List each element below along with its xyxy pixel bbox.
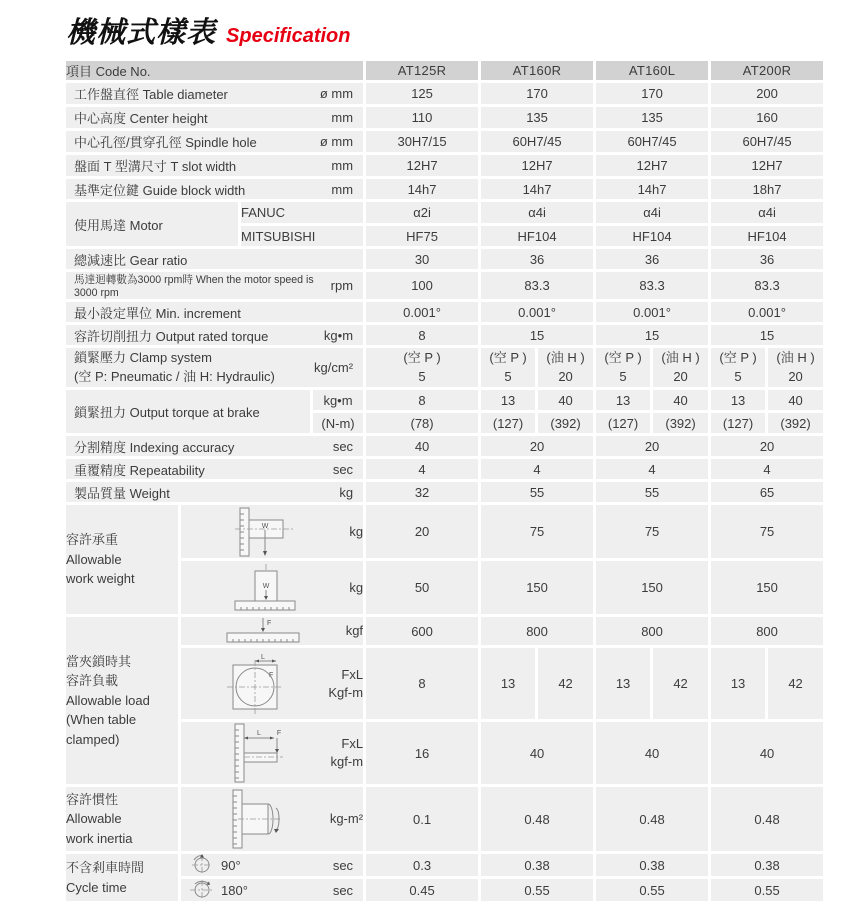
value-cell: 55	[480, 481, 595, 504]
value-cell-clamp-p: (空 P ) 5	[595, 347, 652, 389]
value-cell: (392)	[767, 412, 825, 435]
value-cell: 42	[537, 647, 595, 721]
value-cell: 0.48	[710, 786, 825, 853]
value-cell-clamp-h: (油 H ) 20	[652, 347, 710, 389]
work-weight-vertical-diagram-cell	[180, 560, 365, 616]
label-allowable-load: 當夾鎖時其 容許負載 Allowable load (When table clamped)	[65, 616, 180, 786]
row-motor-speed	[65, 271, 825, 301]
column-header-item: 項目 Code No.	[65, 60, 365, 82]
label-motor-speed: 馬達迴轉數為3000 rpm時 When the motor speed is 3000 rpm rpm	[65, 271, 365, 301]
unit-label: mm	[331, 181, 354, 197]
row-spindle-hole	[65, 130, 825, 154]
unit-label: FxL kgf-m	[330, 736, 364, 769]
value-cell: 4	[595, 458, 710, 481]
value-cell: 13	[595, 647, 652, 721]
unit-label: kg•m	[312, 389, 365, 412]
value-cell: 170	[480, 82, 595, 106]
value-cell: 42	[767, 647, 825, 721]
angle-label: 180°	[221, 882, 248, 898]
row-weight	[65, 481, 825, 504]
value-cell: 75	[710, 504, 825, 560]
value-cell: 110	[365, 106, 480, 130]
unit-label: kg	[349, 579, 364, 595]
value-cell: 800	[595, 616, 710, 647]
value-cell: 20	[480, 435, 595, 458]
table-vertical-work-diagram	[233, 563, 297, 613]
value-cell: (127)	[480, 412, 537, 435]
value-cell: 8	[365, 389, 480, 412]
value-cell: 40	[767, 389, 825, 412]
value-cell-clamp-p: (空 P ) 5	[480, 347, 537, 389]
value-cell: 12H7	[710, 154, 825, 178]
unit-label: rpm	[330, 278, 354, 293]
row-guide-block	[65, 178, 825, 201]
unit-label: mm	[331, 158, 354, 173]
value-cell: 65	[710, 481, 825, 504]
column-header-at200r: AT200R	[710, 60, 825, 82]
header-row	[65, 60, 825, 82]
row-cycle-90	[65, 853, 825, 878]
value-cell: 160	[710, 106, 825, 130]
value-cell: 0.1	[365, 786, 480, 853]
value-cell: 42	[652, 647, 710, 721]
row-inertia	[65, 786, 825, 853]
page-title-zh: 機械式樣表	[66, 17, 217, 49]
value-cell: (78)	[365, 412, 480, 435]
value-cell: 30H7/15	[365, 130, 480, 154]
load-axial-diagram-cell	[180, 616, 365, 647]
row-t-slot	[65, 154, 825, 178]
value-cell: (127)	[710, 412, 767, 435]
value-cell: 4	[480, 458, 595, 481]
value-cell: 125	[365, 82, 480, 106]
value-cell: 0.55	[710, 878, 825, 903]
value-cell: 83.3	[710, 271, 825, 301]
unit-label: ø mm	[319, 86, 354, 101]
cycle-180-cell	[180, 878, 365, 903]
label-inertia: 容許慣性 Allowable work inertia	[65, 786, 180, 853]
value-cell: 0.48	[480, 786, 595, 853]
unit-label: kg/cm²	[314, 360, 354, 375]
label-indexing: 分割精度 Indexing accuracy sec	[65, 435, 365, 458]
inertia-diagram	[225, 788, 285, 850]
unit-label: ø mm	[319, 134, 354, 149]
column-header-at160l: AT160L	[595, 60, 710, 82]
label-table-diameter: 工作盤直徑 Table diameter ø mm	[65, 82, 365, 106]
value-cell: 83.3	[480, 271, 595, 301]
value-cell: 55	[595, 481, 710, 504]
value-cell: 800	[480, 616, 595, 647]
row-min-increment	[65, 301, 825, 324]
label-guide-block: 基準定位鍵 Guide block width mm	[65, 178, 365, 201]
row-brake-kgm	[65, 389, 825, 412]
value-cell: HF104	[480, 225, 595, 248]
value-cell: 800	[710, 616, 825, 647]
value-cell: HF75	[365, 225, 480, 248]
value-cell: 135	[595, 106, 710, 130]
row-repeatability	[65, 458, 825, 481]
inertia-diagram-cell	[180, 786, 365, 853]
value-cell: 13	[710, 389, 767, 412]
label-weight: 製品質量 Weight kg	[65, 481, 365, 504]
unit-label: kgf	[345, 623, 364, 639]
svg-text:F: F	[267, 620, 272, 627]
label-gear-ratio: 總減速比 Gear ratio	[65, 248, 365, 271]
svg-text:L: L	[256, 730, 261, 737]
value-cell: 75	[595, 504, 710, 560]
value-cell: 0.38	[480, 853, 595, 878]
row-indexing	[65, 435, 825, 458]
value-cell: 0.001°	[595, 301, 710, 324]
value-cell: 40	[595, 721, 710, 786]
value-cell: 0.55	[595, 878, 710, 903]
value-cell: 150	[480, 560, 595, 616]
value-cell: (127)	[595, 412, 652, 435]
load-radial-diagram-cell	[180, 647, 365, 721]
row-rated-torque	[65, 324, 825, 347]
value-cell: 40	[710, 721, 825, 786]
angle-label: 90°	[221, 857, 241, 873]
row-center-height	[65, 106, 825, 130]
value-cell: 15	[710, 324, 825, 347]
value-cell: 14h7	[365, 178, 480, 201]
row-table-diameter	[65, 82, 825, 106]
value-cell: 8	[365, 647, 480, 721]
clamped-top-view-diagram	[226, 653, 284, 715]
unit-label: sec	[332, 857, 354, 873]
value-cell: 13	[595, 389, 652, 412]
unit-label: sec	[332, 438, 354, 454]
label-t-slot: 盤面 T 型溝尺寸 T slot width mm	[65, 154, 365, 178]
value-cell: 30	[365, 248, 480, 271]
label-cycle-time: 不含剎車時間 Cycle time	[65, 853, 180, 903]
unit-label: (N-m)	[312, 412, 365, 435]
label-clamp-system: 鎖緊壓力 Clamp system (空 P: Pneumatic / 油 H: Hydraulic) kg/cm²	[65, 347, 365, 389]
value-cell: 8	[365, 324, 480, 347]
value-cell: 83.3	[595, 271, 710, 301]
value-cell: 36	[595, 248, 710, 271]
value-cell-clamp-p: (空 P ) 5	[365, 347, 480, 389]
column-header-at125r: AT125R	[365, 60, 480, 82]
unit-label: sec	[332, 882, 354, 898]
value-cell: 4	[365, 458, 480, 481]
label-min-increment: 最小設定單位 Min. increment	[65, 301, 365, 324]
unit-label: kg	[339, 484, 354, 500]
value-cell: 12H7	[595, 154, 710, 178]
page-title-en: Specification	[226, 25, 351, 47]
motor-brand-fanuc: FANUC	[240, 201, 365, 225]
value-cell: 200	[710, 82, 825, 106]
label-center-height: 中心高度 Center height mm	[65, 106, 365, 130]
unit-label: sec	[332, 461, 354, 477]
label-rated-torque: 容許切削扭力 Output rated torque kg•m	[65, 324, 365, 347]
value-cell: 0.001°	[365, 301, 480, 324]
value-cell: 40	[480, 721, 595, 786]
value-cell: 12H7	[365, 154, 480, 178]
value-cell: 12H7	[480, 154, 595, 178]
value-cell: 0.48	[595, 786, 710, 853]
label-brake-torque: 鎖緊扭力 Output torque at brake	[65, 389, 312, 435]
value-cell: 4	[710, 458, 825, 481]
value-cell: 20	[710, 435, 825, 458]
motor-brand-mitsubishi: MITSUBISHI	[240, 225, 365, 248]
svg-text:W: W	[261, 522, 269, 530]
cycle-90-cell	[180, 853, 365, 878]
spec-table	[63, 58, 826, 904]
value-cell: 170	[595, 82, 710, 106]
unit-label: kg-m²	[329, 811, 364, 827]
value-cell: 50	[365, 560, 480, 616]
value-cell: 13	[480, 389, 537, 412]
value-cell: 36	[480, 248, 595, 271]
value-cell: 13	[480, 647, 537, 721]
value-cell: 150	[710, 560, 825, 616]
value-cell: 20	[595, 435, 710, 458]
value-cell: α4i	[480, 201, 595, 225]
svg-text:W: W	[262, 582, 270, 590]
label-spindle-hole: 中心孔徑/貫穿孔徑 Spindle hole ø mm	[65, 130, 365, 154]
unit-label: mm	[331, 110, 354, 125]
spec-page	[0, 10, 850, 898]
value-cell: 0.3	[365, 853, 480, 878]
value-cell: 60H7/45	[595, 130, 710, 154]
load-overhang-diagram-cell	[180, 721, 365, 786]
label-work-weight: 容許承重 Allowable work weight	[65, 504, 180, 616]
svg-text:L: L	[260, 653, 265, 661]
value-cell: 36	[710, 248, 825, 271]
value-cell: 0.001°	[710, 301, 825, 324]
unit-label: kg	[349, 523, 364, 539]
unit-label: kg•m	[323, 327, 354, 343]
unit-label: FxL Kgf-m	[328, 666, 364, 700]
value-cell: 14h7	[480, 178, 595, 201]
value-cell: 0.38	[595, 853, 710, 878]
value-cell: (392)	[537, 412, 595, 435]
value-cell: 0.001°	[480, 301, 595, 324]
value-cell: 14h7	[595, 178, 710, 201]
value-cell: 40	[365, 435, 480, 458]
value-cell: α2i	[365, 201, 480, 225]
value-cell: HF104	[595, 225, 710, 248]
value-cell: α4i	[595, 201, 710, 225]
faceplate-arm-diagram	[227, 722, 285, 784]
value-cell: α4i	[710, 201, 825, 225]
label-motor: 使用馬達 Motor	[65, 201, 240, 248]
value-cell: 13	[710, 647, 767, 721]
value-cell-clamp-h: (油 H ) 20	[767, 347, 825, 389]
value-cell: 60H7/45	[710, 130, 825, 154]
svg-text:F: F	[268, 671, 273, 679]
page-title	[66, 10, 850, 51]
label-repeatability: 重覆精度 Repeatability sec	[65, 458, 365, 481]
value-cell: 75	[480, 504, 595, 560]
value-cell: 15	[480, 324, 595, 347]
faceplate-horizontal-work-diagram	[234, 507, 296, 557]
value-cell: 135	[480, 106, 595, 130]
column-header-at160r: AT160R	[480, 60, 595, 82]
row-work-weight-horizontal	[65, 504, 825, 560]
value-cell-clamp-h: (油 H ) 20	[537, 347, 595, 389]
row-motor-fanuc	[65, 201, 825, 225]
value-cell-clamp-p: (空 P ) 5	[710, 347, 767, 389]
value-cell: 18h7	[710, 178, 825, 201]
value-cell: 16	[365, 721, 480, 786]
value-cell: 40	[652, 389, 710, 412]
value-cell: 0.55	[480, 878, 595, 903]
value-cell: 20	[365, 504, 480, 560]
rotation-180-icon	[189, 879, 215, 901]
value-cell: 0.45	[365, 878, 480, 903]
row-load-axial	[65, 616, 825, 647]
value-cell: 150	[595, 560, 710, 616]
value-cell: 100	[365, 271, 480, 301]
value-cell: 32	[365, 481, 480, 504]
value-cell: 15	[595, 324, 710, 347]
svg-text:F: F	[276, 730, 281, 737]
value-cell: HF104	[710, 225, 825, 248]
value-cell: 40	[537, 389, 595, 412]
row-gear-ratio	[65, 248, 825, 271]
work-weight-horizontal-diagram-cell	[180, 504, 365, 560]
value-cell: 600	[365, 616, 480, 647]
value-cell: (392)	[652, 412, 710, 435]
value-cell: 60H7/45	[480, 130, 595, 154]
table-force-diagram	[225, 617, 301, 645]
rotation-90-icon	[189, 854, 215, 876]
row-clamp-system	[65, 347, 825, 389]
value-cell: 0.38	[710, 853, 825, 878]
